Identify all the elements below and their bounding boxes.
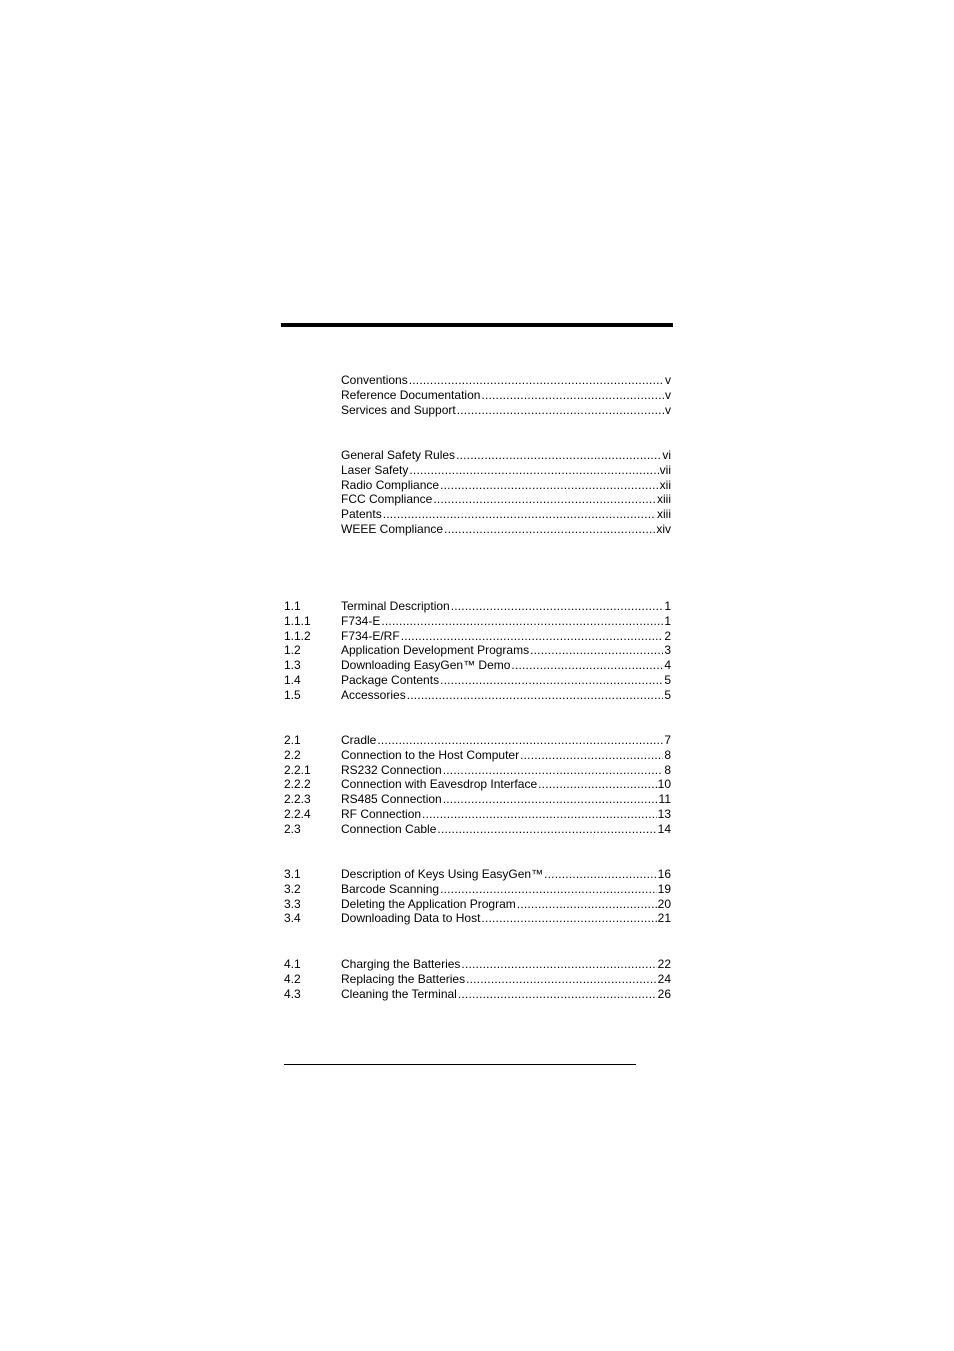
toc-entry-page: 4: [664, 658, 671, 673]
toc-entry-title: Replacing the Batteries: [341, 971, 466, 986]
toc-dot-leader: [443, 792, 658, 807]
toc-entry-number: 1.1.1: [284, 613, 311, 628]
toc-entry-number: 3.2: [284, 881, 301, 896]
toc-dot-leader: [377, 733, 663, 748]
toc-entry-page: 16: [657, 867, 671, 881]
toc-entry-title: Package Contents: [341, 672, 440, 687]
toc-entry[interactable]: [284, 599, 671, 614]
toc-dot-leader: [433, 492, 656, 507]
toc-entry[interactable]: [284, 478, 671, 493]
toc-group-chapter-4: [284, 957, 671, 1001]
toc-entry[interactable]: [284, 388, 671, 403]
toc-dot-leader: [409, 373, 664, 388]
toc-dot-leader: [481, 911, 656, 926]
toc-dot-leader: [538, 777, 657, 792]
toc-entry-page: 1: [664, 599, 671, 613]
toc-entry-number: 1.1: [284, 599, 301, 613]
header-rule: [281, 323, 673, 327]
toc-entry[interactable]: [284, 822, 671, 837]
toc-entry-page: 3: [664, 643, 671, 658]
toc-entry-page: 20: [657, 896, 671, 911]
toc-entry-title: Charging the Batteries: [341, 957, 461, 971]
toc-entry[interactable]: [284, 882, 671, 897]
toc-entry-title: Downloading EasyGen™ Demo: [341, 658, 511, 673]
toc-entry-page: 5: [664, 672, 671, 687]
toc-dot-leader: [437, 822, 656, 837]
toc-entry-page: v: [665, 402, 671, 417]
toc-entry-page: 10: [657, 777, 671, 792]
toc-dot-leader: [456, 448, 661, 463]
toc-dot-leader: [443, 763, 664, 778]
toc-entry-title: Cradle: [341, 733, 377, 747]
toc-entry-title: Laser Safety: [341, 462, 409, 477]
toc-dot-leader: [440, 673, 663, 688]
toc-entry-number: 2.3: [284, 821, 301, 836]
toc-entry-title: Connection Cable: [341, 821, 437, 836]
toc-entry-page: xiv: [656, 521, 671, 536]
toc-entry-number: 2.2.2: [284, 777, 311, 792]
toc-entry[interactable]: [284, 748, 671, 763]
toc-entry-number: 3.4: [284, 911, 301, 926]
toc-entry-page: 8: [664, 747, 671, 762]
toc-entry-page: vii: [659, 462, 671, 477]
toc-entry[interactable]: [284, 763, 671, 778]
toc-entry[interactable]: [284, 507, 671, 522]
toc-dot-leader: [381, 614, 663, 629]
toc-entry[interactable]: [284, 673, 671, 688]
toc-entry[interactable]: [284, 492, 671, 507]
toc-entry-page: 7: [664, 733, 671, 747]
toc-entry-number: 2.2.3: [284, 792, 311, 807]
toc-entry-page: xiii: [657, 492, 671, 507]
toc-entry[interactable]: [284, 867, 671, 882]
toc-entry[interactable]: [284, 463, 671, 478]
toc-dot-leader: [401, 629, 664, 644]
toc-dot-leader: [511, 658, 663, 673]
toc-entry-title: RS485 Connection: [341, 792, 442, 807]
toc-entry-title: F734-E/RF: [341, 628, 400, 643]
toc-entry-page: 5: [664, 687, 671, 702]
toc-entry-page: xiii: [657, 507, 671, 522]
toc-entry-page: v: [665, 387, 671, 402]
toc-entry-number: 1.1.2: [284, 628, 311, 643]
toc-entry-title: Radio Compliance: [341, 477, 440, 492]
toc-entry-number: 1.2: [284, 643, 301, 658]
toc-entry[interactable]: [284, 957, 671, 972]
toc-entry[interactable]: [284, 373, 671, 388]
toc-dot-leader: [444, 522, 655, 537]
toc-entry-page: 11: [658, 792, 671, 807]
toc-entry-page: 22: [657, 957, 671, 971]
toc-dot-leader: [461, 957, 656, 972]
toc-entry[interactable]: [284, 448, 671, 463]
toc-entry-title: WEEE Compliance: [341, 521, 444, 536]
toc-entry-number: 1.5: [284, 687, 301, 702]
toc-entry-page: 13: [657, 806, 671, 821]
toc-entry-title: Downloading Data to Host: [341, 911, 481, 926]
toc-entry-title: FCC Compliance: [341, 492, 433, 507]
toc-entry-number: 3.1: [284, 867, 301, 881]
toc-entry-number: 4.1: [284, 957, 301, 971]
toc-dot-leader: [544, 867, 657, 882]
toc-entry[interactable]: [284, 658, 671, 673]
toc-entry-title: Services and Support: [341, 402, 456, 417]
toc-entry-page: 24: [657, 971, 671, 986]
toc-dot-leader: [407, 688, 664, 703]
toc-entry-title: Application Development Programs: [341, 643, 530, 658]
toc-entry-page: 14: [657, 821, 671, 836]
toc-entry-number: 2.2: [284, 747, 301, 762]
toc-dot-leader: [466, 972, 657, 987]
toc-entry[interactable]: [284, 643, 671, 658]
toc-entry-number: 4.3: [284, 986, 301, 1001]
toc-entry[interactable]: [284, 629, 671, 644]
toc-entry-title: RS232 Connection: [341, 762, 442, 777]
toc-entry-page: 1: [664, 613, 671, 628]
toc-dot-leader: [481, 388, 664, 403]
toc-entry-page: 8: [664, 762, 671, 777]
toc-entry[interactable]: [284, 403, 671, 418]
toc-group-chapter-2: [284, 733, 671, 837]
toc-entry-title: Patents: [341, 507, 382, 522]
toc-entry-title: Deleting the Application Program: [341, 896, 516, 911]
toc-dot-leader: [520, 748, 663, 763]
toc-entry-title: Description of Keys Using EasyGen™: [341, 867, 544, 881]
toc-entry-title: F734-E: [341, 613, 381, 628]
toc-entry-page: 19: [657, 881, 671, 896]
toc-group-chapter-3: [284, 867, 671, 926]
toc-entry[interactable]: [284, 911, 671, 926]
toc-dot-leader: [530, 643, 663, 658]
toc-entry[interactable]: [284, 792, 671, 807]
toc-entry[interactable]: [284, 972, 671, 987]
toc-dot-leader: [383, 507, 656, 522]
toc-entry[interactable]: [284, 807, 671, 822]
toc-dot-leader: [451, 599, 664, 614]
toc-entry-title: Reference Documentation: [341, 387, 481, 402]
toc-dot-leader: [440, 478, 659, 493]
toc-entry-title: Conventions: [341, 373, 408, 387]
toc-entry-page: 26: [657, 986, 671, 1001]
toc-entry-number: 1.4: [284, 672, 301, 687]
footer-rule: [284, 1064, 636, 1065]
toc-entry[interactable]: [284, 522, 671, 537]
toc-entry-number: 2.2.1: [284, 762, 311, 777]
toc-group-preface-2: [284, 448, 671, 537]
toc-entry-page: 21: [657, 911, 671, 926]
toc-entry[interactable]: [284, 614, 671, 629]
toc-entry[interactable]: [284, 688, 671, 703]
toc-entry[interactable]: [284, 987, 671, 1002]
toc-entry-number: 4.2: [284, 971, 301, 986]
toc-entry-number: 3.3: [284, 896, 301, 911]
toc-entry-number: 2.1: [284, 733, 301, 747]
toc-entry[interactable]: [284, 897, 671, 912]
toc-entry-title: General Safety Rules: [341, 448, 456, 462]
toc-entry-title: Cleaning the Terminal: [341, 986, 457, 1001]
toc-entry-title: RF Connection: [341, 806, 422, 821]
toc-entry-title: Accessories: [341, 687, 406, 702]
toc-dot-leader: [440, 882, 657, 897]
toc-entry-page: xii: [659, 477, 671, 492]
toc-entry-page: v: [665, 373, 671, 387]
toc-group-chapter-1: [284, 599, 671, 703]
toc-group-preface-1: [284, 373, 671, 417]
toc-dot-leader: [517, 897, 657, 912]
toc-entry-number: 2.2.4: [284, 806, 311, 821]
toc-entry-page: 2: [664, 628, 671, 643]
toc-dot-leader: [422, 807, 657, 822]
toc-entry-number: 1.3: [284, 658, 301, 673]
toc-entry-title: Connection to the Host Computer: [341, 747, 520, 762]
toc-entry[interactable]: [284, 777, 671, 792]
toc-dot-leader: [458, 987, 657, 1002]
toc-dot-leader: [409, 463, 658, 478]
toc-entry-page: vi: [662, 448, 671, 462]
toc-entry-title: Barcode Scanning: [341, 881, 440, 896]
toc-entry-title: Connection with Eavesdrop Interface: [341, 777, 538, 792]
toc-entry-title: Terminal Description: [341, 599, 450, 613]
toc-dot-leader: [457, 403, 664, 418]
toc-entry[interactable]: [284, 733, 671, 748]
